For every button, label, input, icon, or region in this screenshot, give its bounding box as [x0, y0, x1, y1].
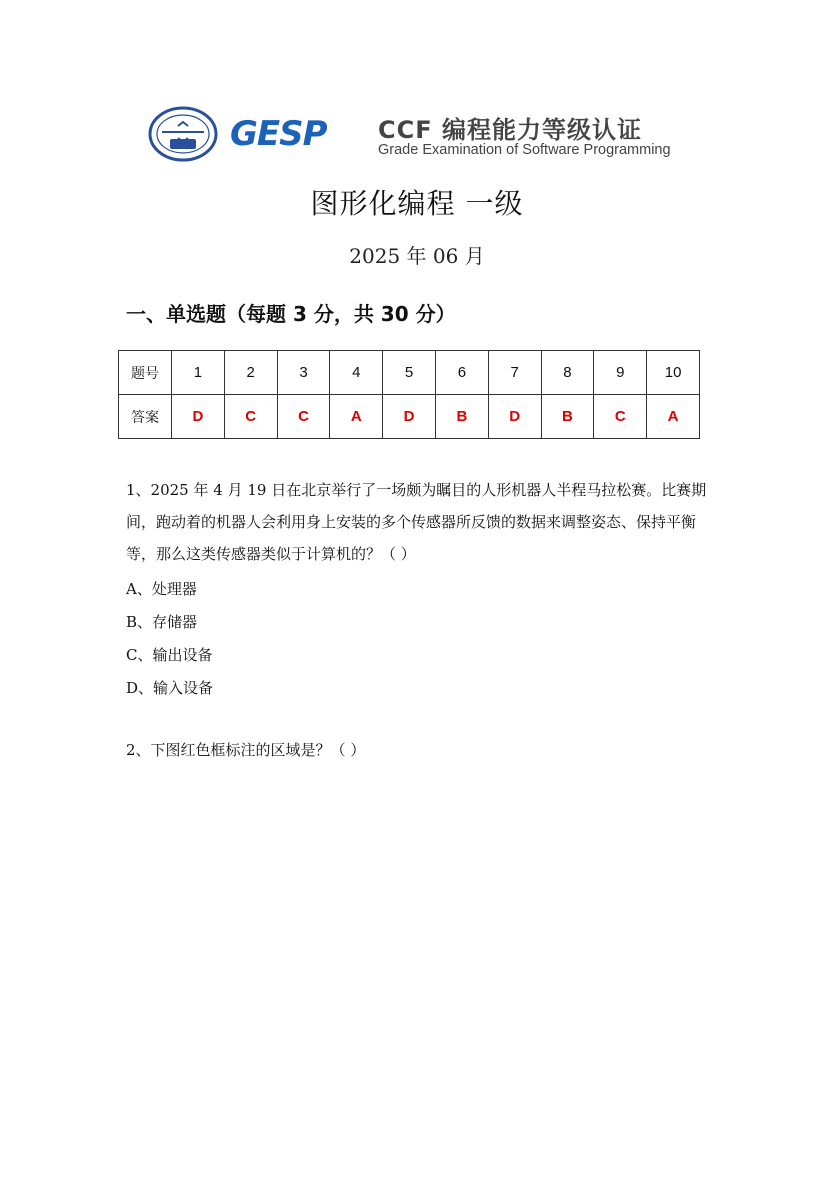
number-row-header: 题号 [119, 351, 172, 395]
question-1-text: 1、2025 年 4 月 19 日在北京举行了一场颇为瞩目的人形机器人半程马拉松赛。比赛期间，跑动着的机器人会利用身上安装的多个传感器所反馈的数据来调整姿态、保持平衡等，那么这类传感器类似于计算机的？（ ） [126, 481, 707, 563]
question-number: 7 [488, 351, 541, 395]
question-2-text: 2、下图红色框标注的区域是？（ ） [126, 741, 366, 759]
question-number: 6 [435, 351, 488, 395]
answer-cell: B [541, 395, 594, 439]
answer-row-header: 答案 [119, 395, 172, 439]
question-1-option-d: D、输入设备 [126, 679, 214, 697]
answer-cell: C [594, 395, 647, 439]
question-number: 3 [277, 351, 330, 395]
answer-cell: D [383, 395, 436, 439]
answer-cell: A [647, 395, 700, 439]
gesp-wordmark: GESP [230, 114, 327, 154]
answer-table-answer-row [119, 395, 700, 439]
question-1-option-c: C、输出设备 [126, 646, 213, 664]
section-heading: 一、单选题（每题 3 分，共 30 分） [126, 302, 456, 326]
answer-cell: A [330, 395, 383, 439]
exam-title: 图形化编程 一级 [310, 187, 524, 220]
question-number: 4 [330, 351, 383, 395]
question-number: 5 [383, 351, 436, 395]
question-number: 2 [224, 351, 277, 395]
answer-cell: D [488, 395, 541, 439]
answer-table-number-row [119, 351, 700, 395]
question-1-option-a: A、处理器 [126, 580, 197, 598]
question-number: 10 [647, 351, 700, 395]
answer-table [118, 350, 700, 439]
question-number: 1 [172, 351, 225, 395]
brand-name-chinese: CCF 编程能力等级认证 [378, 116, 642, 144]
answer-cell: C [224, 395, 277, 439]
question-number: 8 [541, 351, 594, 395]
question-1-option-b: B、存储器 [126, 613, 198, 631]
answer-cell: D [172, 395, 225, 439]
gesp-logo [230, 114, 327, 154]
exam-date: 2025 年 06 月 [349, 244, 485, 268]
answer-cell: B [435, 395, 488, 439]
exam-header [148, 104, 688, 164]
question-number: 9 [594, 351, 647, 395]
brand-name-english: Grade Examination of Software Programming [378, 142, 671, 158]
answer-cell: C [277, 395, 330, 439]
ccf-seal-logo [148, 106, 218, 162]
